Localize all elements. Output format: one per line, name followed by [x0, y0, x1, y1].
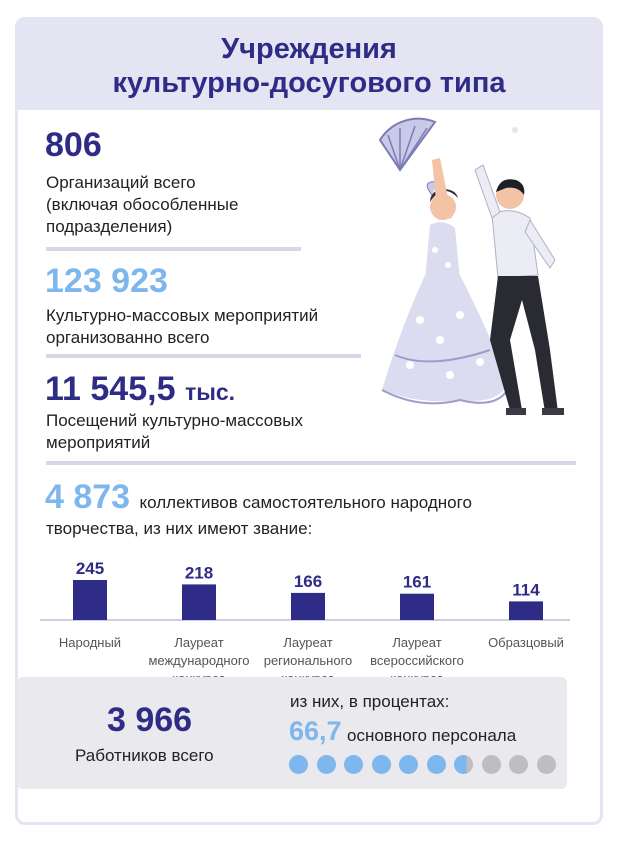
percent-dot [344, 755, 363, 774]
events-value: 123 923 [45, 262, 168, 300]
header-band [18, 20, 600, 110]
fan-icon [380, 119, 435, 170]
percent-dot [537, 755, 556, 774]
visits-label-line: Посещений культурно-массовых [46, 411, 303, 430]
collectives-value: 4 873 [45, 478, 131, 516]
visits-unit: тыс. [184, 379, 236, 405]
percent-value: 66,7 [289, 716, 342, 746]
title-line-1: Учреждения [221, 33, 397, 65]
category-label-line: Лауреат [174, 635, 224, 650]
bar-value-label: 166 [293, 571, 323, 591]
percent-dot [427, 755, 446, 774]
visits-label [46, 410, 303, 454]
titles-bar-chart [35, 552, 575, 692]
percent-dot [317, 755, 336, 774]
visits-label-line: мероприятий [46, 433, 151, 452]
percent-dot [509, 755, 528, 774]
events-label-line: Культурно-массовых мероприятий [46, 306, 319, 325]
events-label-line: организованно всего [46, 328, 210, 347]
divider [46, 247, 301, 251]
category-label-line: Образцовый [488, 635, 564, 650]
staff-label: Работников всего [75, 746, 214, 765]
events-label [46, 305, 318, 349]
category-label-line: Лауреат [392, 635, 442, 650]
collectives-value-row [45, 478, 472, 517]
title-line-2: культурно-досугового типа [112, 67, 506, 99]
percent-header: из них, в процентах: [290, 692, 450, 711]
category-label [35, 634, 145, 652]
category-label-line: Народный [58, 635, 122, 650]
bar-value-label: 161 [402, 572, 432, 592]
percent-dot [289, 755, 308, 774]
divider [46, 354, 361, 358]
percent-label: основного персонала [347, 726, 517, 745]
divider [46, 461, 576, 465]
category-label-line: регионального [263, 653, 353, 668]
organizations-label-line: подразделения) [46, 217, 173, 236]
collectives-text: коллективов самостоятельного народного [139, 493, 472, 512]
percent-dot [372, 755, 391, 774]
percent-dot [454, 755, 473, 774]
category-label-line: всероссийского [370, 653, 464, 668]
bar-value-label: 245 [75, 559, 105, 578]
visits-number: 11 545,5 [45, 370, 176, 408]
visits-value [45, 370, 235, 409]
bar [400, 594, 434, 620]
dancers-illustration [360, 100, 575, 430]
collectives-text-line2: творчества, из них имеют звание: [46, 519, 313, 538]
bar-value-label: 218 [184, 563, 214, 583]
bar [291, 593, 325, 620]
bar-value-label: 114 [512, 580, 540, 600]
bar [182, 584, 216, 620]
category-label-line: Лауреат [283, 635, 333, 650]
bar [509, 601, 543, 620]
bar [73, 580, 107, 620]
percent-dot [399, 755, 418, 774]
organizations-label-line: (включая обособленные [46, 195, 239, 214]
organizations-value: 806 [45, 126, 102, 164]
bar-chart-svg [35, 552, 575, 632]
staff-panel [17, 677, 567, 789]
category-label [471, 634, 581, 652]
page-title [18, 32, 600, 100]
percent-dot [482, 755, 501, 774]
category-label-line: международного [148, 653, 250, 668]
organizations-label [46, 172, 238, 238]
organizations-label-line: Организаций всего [46, 173, 196, 192]
staff-value: 3 966 [107, 701, 193, 739]
